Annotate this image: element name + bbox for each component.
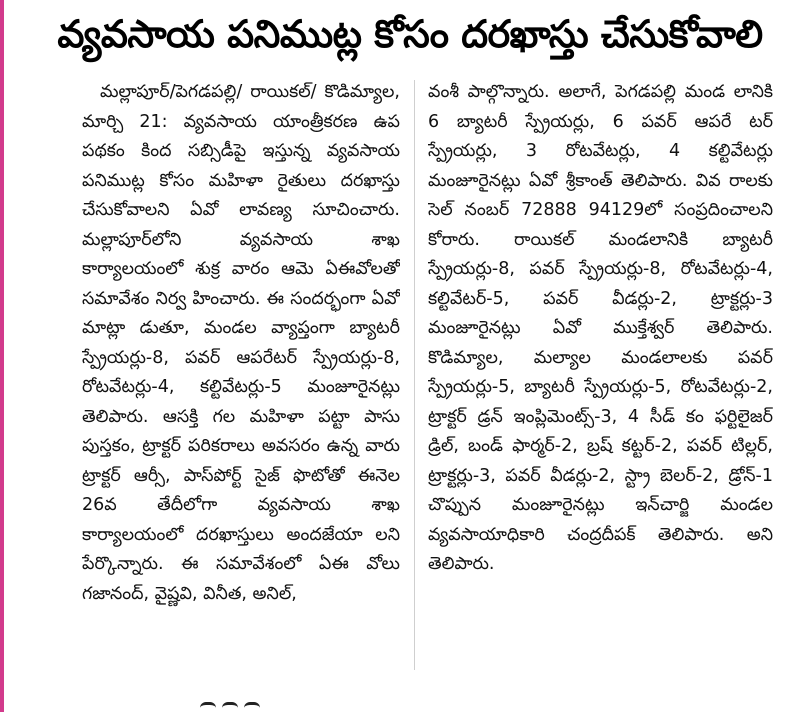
column-divider [414,80,415,670]
cut-off-glyph [222,702,238,712]
cut-off-text-fragment [200,700,290,712]
accent-border [0,0,4,712]
cut-off-glyph [244,702,260,712]
article-body-right-column: వంశీ పాల్గొన్నారు. అలాగే, పెగడపల్లి మండ లానికి 6 బ్యాటరీ స్ప్రేయర్లు, 6 పవర్ ఆపరే టర్ స్ప్రేయర్లు, 3 రోటవేటర్లు, 4 కల్టివేటర్లు మంజూరైనట్లు ఏవో శ్రీకాంత్ తెలిపారు. వివ రాలకు సెల్ నంబర్ 72888 94129లో సంప్రదించాలని కోరారు. రాయికల్ మండలానికి బ్యాటరీ స్ప్రేయర్లు-8, పవర్ స్ప్రేయర్లు-8, రోటవేటర్లు-4, కల్టివేటర్-5, పవర్ వీడర్లు-2, ట్రాక్టర్లు-3 మంజూరైనట్లు ఏవో ముక్తేశ్వర్ తెలిపారు. కొడిమ్యాల, మల్యాల మండలాలకు పవర్ స్ప్రేయర్లు-5, బ్యాటరీ స్ప్రేయర్లు-5, రోటవేటర్లు-2, ట్రాక్టర్ డ్రన్ ఇంప్లిమెంట్స్-3, 4 సీడ్ కం ఫర్టిలైజర్ డ్రిల్, బండ్ ఫార్మర్-2, బ్రష్ కట్టర్-2, పవర్ టిల్లర్, ట్రాక్టర్లు-3, పవర్ వీడర్లు-2, స్ట్రా బెలర్-2, డ్రోన్-1 చొప్పున మంజూరైనట్లు ఇన్‌చార్జి మండల వ్యవసాయాధికారి చంద్రదీపక్ తెలిపారు. అని తెలిపారు. [428,82,773,574]
article-body-left-column: మల్లాపూర్/పెగడపల్లి/ రాయికల్/ కొడిమ్యాల, మార్చి 21: వ్యవసాయ యాంత్రీకరణ ఉప పథకం కింద సబ్సిడీపై ఇస్తున్న వ్యవసాయ పనిముట్ల కోసం మహిళా రైతులు దరఖాస్తు చేసుకోవాలని ఏవో లావణ్య సూచించారు. మల్లాపూర్‌లోని వ్యవసాయ శాఖ కార్యాలయంలో శుక్ర వారం ఆమె ఏఈవోలతో సమావేశం నిర్వ హించారు. ఈ సందర్భంగా ఏవో మాట్లా డుతూ, మండల వ్యాప్తంగా బ్యాటరీ స్ప్రేయర్లు-8, పవర్ ఆపరేటర్ స్ప్రేయర్లు-8, రోటవేటర్లు-4, కల్టివేటర్లు-5 మంజూరైనట్లు తెలిపారు. ఆసక్తి గల మహిళా పట్టా పాసు పుస్తకం, ట్రాక్టర్ పరికరాలు అవసరం ఉన్న వారు ట్రాక్టర్ ఆర్సీ, పాస్‌పోర్ట్ సైజ్ ఫొటోతో ఈనెల 26వ తేదీలోగా వ్యవసాయ శాఖ కార్యాలయంలో దరఖాస్తులు అందజేయా లని పేర్కొన్నారు. ఈ సమావేశంలో ఏఈ వోలు గజానంద్, వైష్ణవి, వినీత, అనిల్, [82,82,400,604]
article-headline: వ్యవసాయ పనిముట్ల కోసం దరఖాస్తు చేసుకోవాలి [57,12,763,56]
cut-off-glyph [200,702,216,712]
